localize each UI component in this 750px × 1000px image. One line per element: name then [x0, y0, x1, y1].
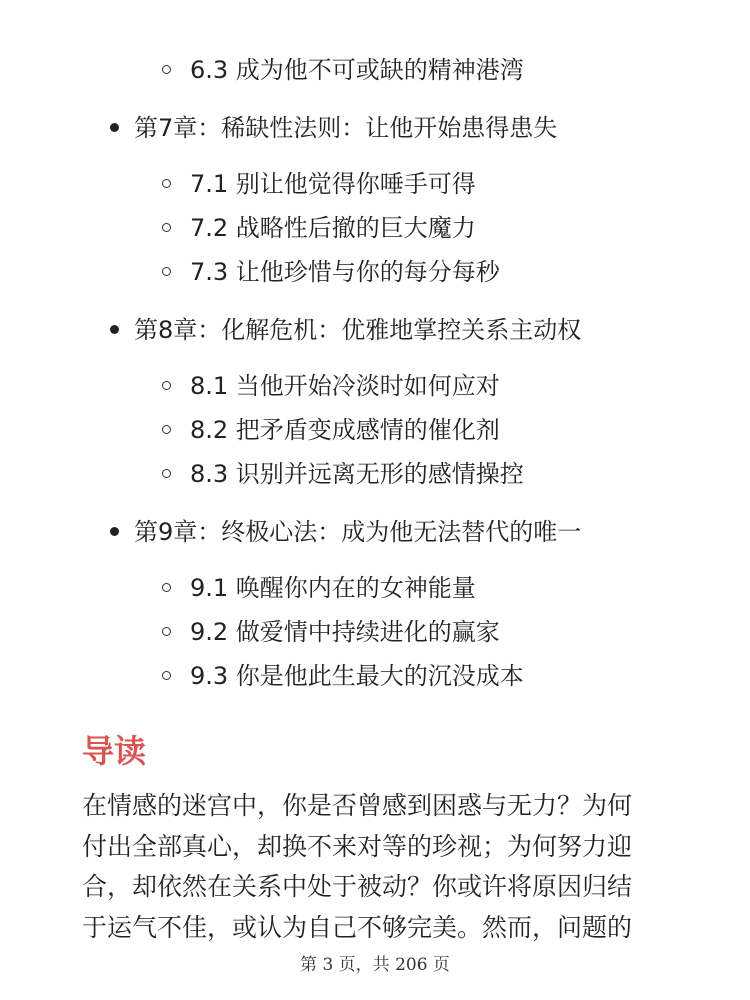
toc-item-label: 7.2 战略性后撤的巨大魔力	[190, 214, 476, 242]
toc-item-label: 9.2 做爱情中持续进化的赢家	[190, 618, 500, 646]
toc-item-label: 8.3 识别并远离无形的感情操控	[190, 460, 524, 488]
paragraph-line: 在情感的迷宫中，你是否曾感到困惑与无力？为何	[82, 791, 633, 820]
toc-chapter-label: 第7章：稀缺性法则：让他开始患得患失	[134, 114, 558, 142]
toc-item-label: 7.3 让他珍惜与你的每分每秒	[190, 258, 500, 286]
hollow-bullet-icon	[162, 267, 171, 276]
paragraph-line: 合，却依然在关系中处于被动？你或许将原因归结	[82, 872, 633, 901]
hollow-bullet-icon	[162, 179, 171, 188]
toc-chapter-label: 第9章：终极心法：成为他无法替代的唯一	[134, 518, 582, 546]
intro-paragraph	[82, 786, 682, 948]
hollow-bullet-icon	[162, 583, 171, 592]
toc-item-label: 6.3 成为他不可或缺的精神港湾	[190, 56, 524, 84]
toc-item-label: 9.1 唤醒你内在的女神能量	[190, 574, 476, 602]
hollow-bullet-icon	[162, 381, 171, 390]
toc-item-label: 8.2 把矛盾变成感情的催化剂	[190, 416, 500, 444]
hollow-bullet-icon	[162, 671, 171, 680]
filled-bullet-icon	[110, 123, 119, 132]
page-number: 第 3 页，共 206 页	[300, 955, 450, 975]
toc-chapter-label: 第8章：化解危机：优雅地掌控关系主动权	[134, 316, 582, 344]
hollow-bullet-icon	[162, 65, 171, 74]
section-heading: 导读	[82, 732, 147, 770]
hollow-bullet-icon	[162, 627, 171, 636]
toc-item-label: 8.1 当他开始冷淡时如何应对	[190, 372, 500, 400]
filled-bullet-icon	[110, 527, 119, 536]
hollow-bullet-icon	[162, 223, 171, 232]
toc-item-label: 7.1 别让他觉得你唾手可得	[190, 170, 476, 198]
toc-item-label: 9.3 你是他此生最大的沉没成本	[190, 662, 524, 690]
hollow-bullet-icon	[162, 469, 171, 478]
filled-bullet-icon	[110, 325, 119, 334]
hollow-bullet-icon	[162, 425, 171, 434]
paragraph-line: 付出全部真心，却换不来对等的珍视；为何努力迎	[82, 831, 633, 861]
paragraph-line: 于运气不佳，或认为自己不够完美。然而，问题的	[82, 912, 633, 942]
